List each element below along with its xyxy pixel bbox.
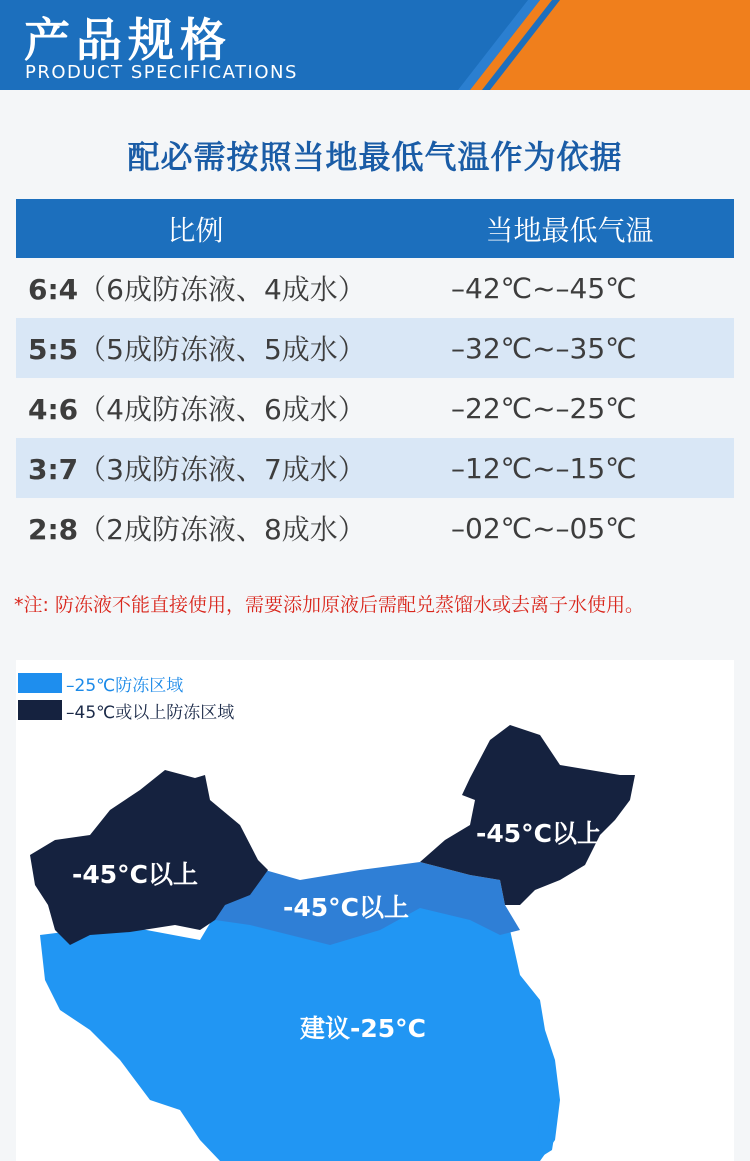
ratio-description: （3成防冻液、7成水） (78, 453, 366, 486)
legend-swatch-light-blue (18, 673, 62, 693)
page-title: 产品规格 (24, 13, 232, 67)
map-label-south: 建议-25°C (300, 1014, 427, 1043)
legend-label: –25℃防冻区域 (66, 675, 184, 696)
ratio-description: （2成防冻液、8成水） (78, 513, 366, 546)
legend-item (18, 670, 183, 696)
legend-item (18, 697, 234, 723)
ratio-value: 5:5 (28, 333, 79, 366)
map-label-north: -45°C以上 (283, 893, 410, 922)
ratio-description: （6成防冻液、4成水） (78, 273, 366, 306)
temperature-cell: –12℃~–15℃ (451, 451, 637, 485)
page-subtitle: PRODUCT SPECIFICATIONS (25, 62, 298, 83)
temperature-cell: –42℃~–45℃ (451, 271, 637, 305)
map-legend (16, 663, 306, 725)
map-label-northeast: -45°C以上 (476, 819, 603, 848)
ratio-value: 3:7 (28, 453, 79, 486)
temperature-cell: –22℃~–25℃ (451, 391, 637, 425)
ratio-value: 6:4 (28, 273, 79, 306)
legend-swatch-navy (18, 700, 62, 720)
usage-note: *注: 防冻液不能直接使用，需要添加原液后需配兑蒸馏水或去离子水使用。 (14, 594, 644, 616)
temperature-cell: –32℃~–35℃ (451, 331, 637, 365)
column-header-ratio: 比例 (167, 213, 224, 247)
ratio-value: 2:8 (28, 513, 79, 546)
ratio-value: 4:6 (28, 393, 79, 426)
ratio-description: （4成防冻液、6成水） (78, 393, 366, 426)
ratio-description: （5成防冻液、5成水） (78, 333, 366, 366)
temperature-cell: –02℃~–05℃ (451, 511, 637, 545)
section-heading: 配必需按照当地最低气温作为依据 (127, 138, 623, 176)
column-header-temperature: 当地最低气温 (485, 213, 654, 247)
map-label-northwest: -45°C以上 (72, 860, 199, 889)
legend-label: –45℃或以上防冻区域 (66, 702, 235, 723)
